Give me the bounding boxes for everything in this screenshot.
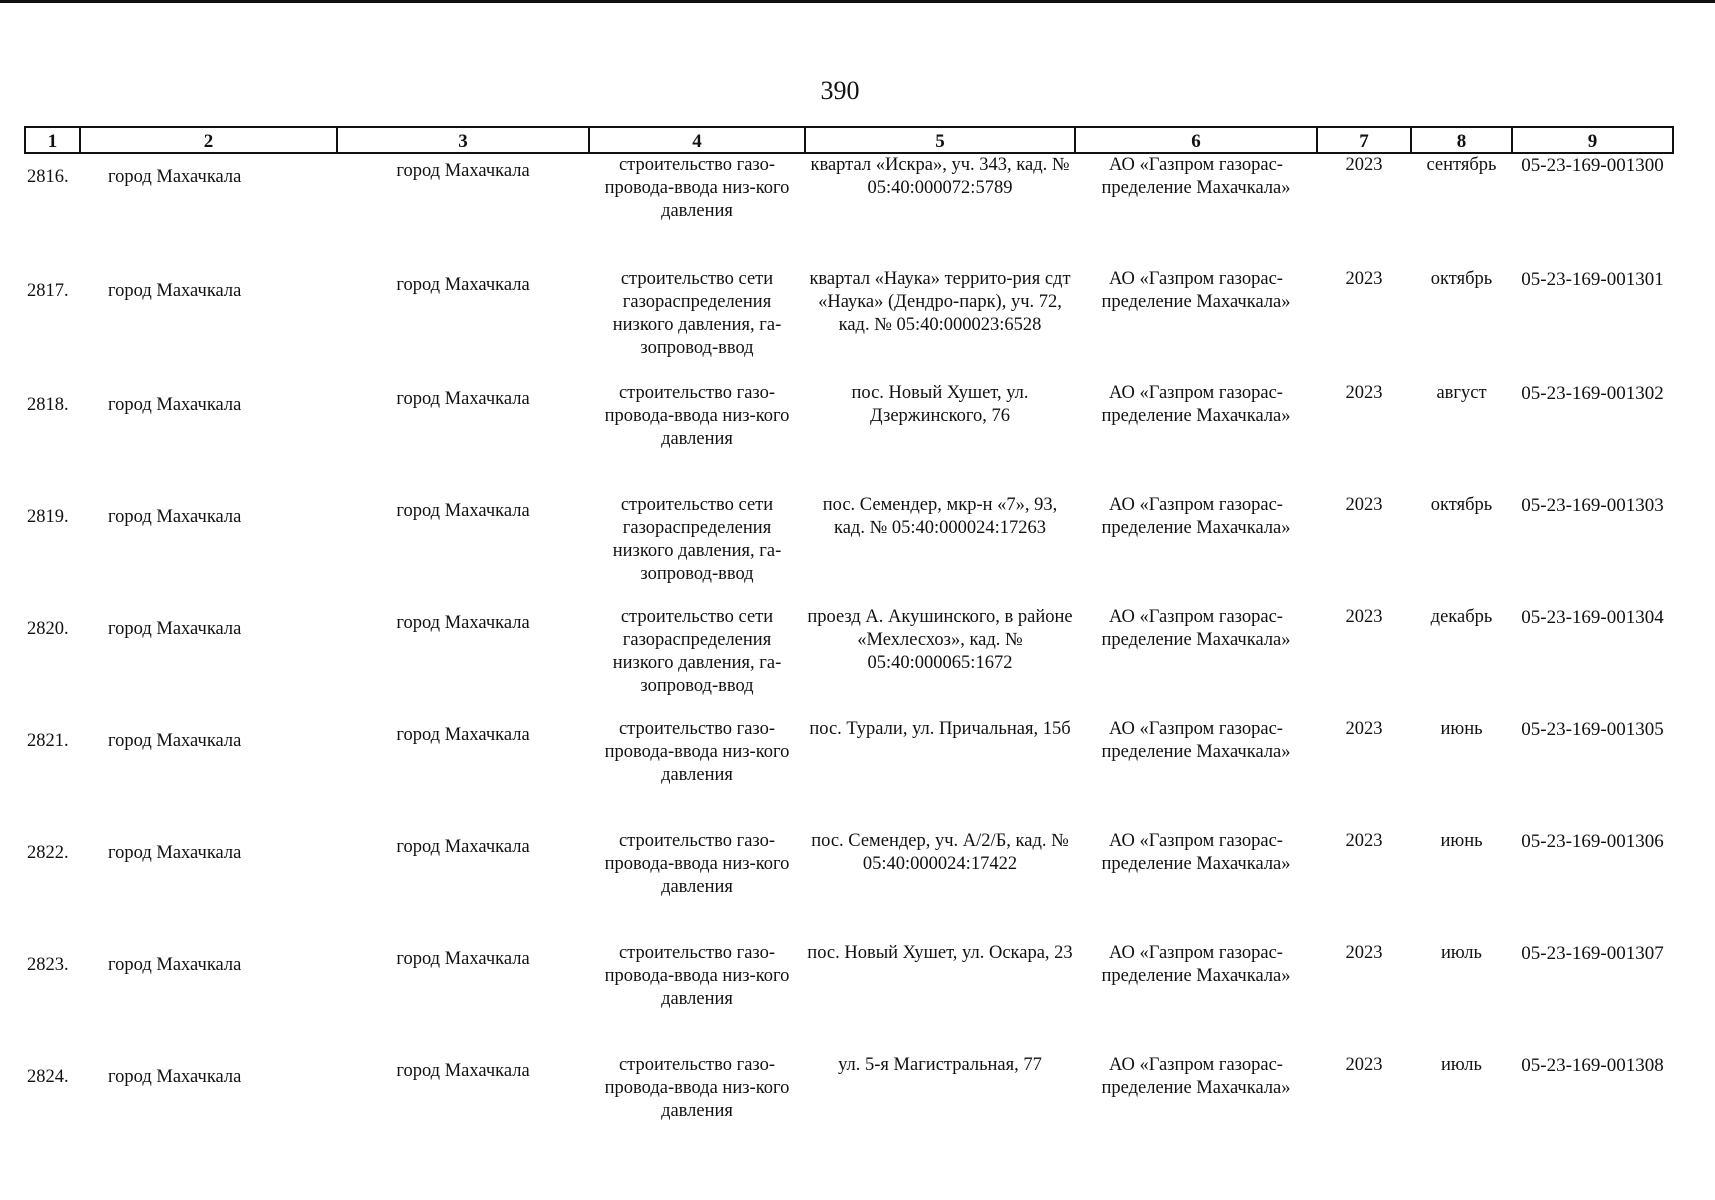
organization-cell: АО «Газпром газорас-пределение Махачкала»: [1101, 269, 1291, 312]
settlement-cell: город Махачкала: [396, 1061, 530, 1081]
column-header-3: 3: [337, 127, 589, 153]
settlement-cell: город Махачкала: [396, 161, 530, 181]
month-cell: июнь: [1440, 719, 1483, 739]
municipality-cell: город Махачкала: [108, 281, 242, 301]
municipality-cell: город Махачкала: [108, 619, 242, 639]
address-cell: пос. Новый Хушет, ул. Дзержинского, 76: [851, 383, 1029, 426]
code-cell: 05-23-169-001308: [1521, 1055, 1664, 1076]
table-row: [25, 942, 1673, 1054]
year-cell: 2023: [1345, 383, 1383, 403]
column-header-9: 9: [1512, 127, 1673, 153]
row-number: 2817.: [27, 281, 69, 301]
scan-edge: [0, 0, 1715, 3]
code-cell: 05-23-169-001302: [1521, 383, 1664, 404]
code-cell: 05-23-169-001300: [1521, 155, 1664, 176]
settlement-cell: город Махачкала: [396, 389, 530, 409]
address-cell: пос. Семендер, мкр-н «7», 93, кад. № 05:40:000024:17263: [822, 495, 1058, 538]
municipality-cell: город Махачкала: [108, 1067, 242, 1087]
year-cell: 2023: [1345, 155, 1383, 175]
month-cell: декабрь: [1430, 607, 1493, 627]
organization-cell: АО «Газпром газорас-пределение Махачкала»: [1101, 495, 1291, 538]
organization-cell: АО «Газпром газорас-пределение Махачкала»: [1101, 719, 1291, 762]
table-row: [25, 718, 1673, 830]
row-number: 2820.: [27, 619, 69, 639]
address-cell: пос. Турали, ул. Причальная, 15б: [809, 719, 1071, 739]
municipality-cell: город Махачкала: [108, 843, 242, 863]
column-header-4: 4: [589, 127, 805, 153]
year-cell: 2023: [1345, 495, 1383, 515]
row-number: 2816.: [27, 167, 69, 187]
row-number: 2823.: [27, 955, 69, 975]
settlement-cell: город Махачкала: [396, 949, 530, 969]
municipality-cell: город Махачкала: [108, 395, 242, 415]
column-header-6: 6: [1075, 127, 1317, 153]
municipality-cell: город Махачкала: [108, 955, 242, 975]
month-cell: октябрь: [1430, 495, 1493, 515]
table-body: [25, 153, 1673, 1166]
row-number: 2824.: [27, 1067, 69, 1087]
organization-cell: АО «Газпром газорас-пределение Махачкала»: [1101, 607, 1291, 650]
table-row: [25, 268, 1673, 382]
settlement-cell: город Махачкала: [396, 501, 530, 521]
work-description-cell: строительство газо-провода-ввода низ-кого давления: [604, 1055, 790, 1121]
address-cell: ул. 5-я Магистральная, 77: [838, 1055, 1042, 1075]
work-description-cell: строительство сети газораспределения низкого давления, га-зопровод-ввод: [612, 269, 782, 358]
work-description-cell: строительство газо-провода-ввода низ-кого давления: [604, 383, 790, 449]
address-cell: пос. Новый Хушет, ул. Оскара, 23: [807, 943, 1073, 963]
year-cell: 2023: [1345, 719, 1383, 739]
work-description-cell: строительство сети газораспределения низкого давления, га-зопровод-ввод: [612, 607, 782, 696]
column-header-1: 1: [25, 127, 80, 153]
register-table: [24, 126, 1674, 1166]
table-row: [25, 382, 1673, 494]
address-cell: пос. Семендер, уч. А/2/Б, кад. № 05:40:000024:17422: [811, 831, 1069, 874]
row-number: 2822.: [27, 843, 69, 863]
column-header-2: 2: [80, 127, 337, 153]
column-header-5: 5: [805, 127, 1075, 153]
code-cell: 05-23-169-001307: [1521, 943, 1664, 964]
table-row: [25, 606, 1673, 718]
table-row: [25, 153, 1673, 268]
municipality-cell: город Махачкала: [108, 507, 242, 527]
month-cell: июль: [1441, 943, 1482, 963]
table-row: [25, 830, 1673, 942]
year-cell: 2023: [1345, 269, 1383, 289]
month-cell: сентябрь: [1426, 155, 1497, 175]
address-cell: квартал «Наука» террито-рия сдт «Наука» (Дендро-парк), уч. 72, кад. № 05:40:000023:6528: [809, 269, 1071, 335]
row-number: 2819.: [27, 507, 69, 527]
work-description-cell: строительство газо-провода-ввода низ-кого давления: [604, 155, 790, 221]
row-number: 2818.: [27, 395, 69, 415]
work-description-cell: строительство сети газораспределения низкого давления, га-зопровод-ввод: [612, 495, 782, 584]
code-cell: 05-23-169-001304: [1521, 607, 1664, 628]
work-description-cell: строительство газо-провода-ввода низ-кого давления: [604, 719, 790, 785]
code-cell: 05-23-169-001306: [1521, 831, 1664, 852]
address-cell: проезд А. Акушинского, в районе «Мехлесхоз», кад. № 05:40:000065:1672: [807, 607, 1073, 673]
work-description-cell: строительство газо-провода-ввода низ-кого давления: [604, 943, 790, 1009]
organization-cell: АО «Газпром газорас-пределение Махачкала»: [1101, 943, 1291, 986]
settlement-cell: город Махачкала: [396, 837, 530, 857]
column-header-8: 8: [1411, 127, 1512, 153]
column-header-7: 7: [1317, 127, 1411, 153]
organization-cell: АО «Газпром газорас-пределение Махачкала»: [1101, 1055, 1291, 1098]
code-cell: 05-23-169-001301: [1521, 269, 1664, 290]
year-cell: 2023: [1345, 607, 1383, 627]
code-cell: 05-23-169-001305: [1521, 719, 1664, 740]
year-cell: 2023: [1345, 943, 1383, 963]
municipality-cell: город Махачкала: [108, 731, 242, 751]
municipality-cell: город Махачкала: [108, 167, 242, 187]
settlement-cell: город Махачкала: [396, 275, 530, 295]
month-cell: октябрь: [1430, 269, 1493, 289]
code-cell: 05-23-169-001303: [1521, 495, 1664, 516]
address-cell: квартал «Искра», уч. 343, кад. № 05:40:000072:5789: [810, 155, 1070, 198]
month-cell: июнь: [1440, 831, 1483, 851]
work-description-cell: строительство газо-провода-ввода низ-кого давления: [604, 831, 790, 897]
month-cell: август: [1436, 383, 1487, 403]
table-row: [25, 494, 1673, 606]
table-header: [25, 127, 1673, 153]
organization-cell: АО «Газпром газорас-пределение Махачкала»: [1101, 155, 1291, 198]
year-cell: 2023: [1345, 831, 1383, 851]
organization-cell: АО «Газпром газорас-пределение Махачкала»: [1101, 831, 1291, 874]
settlement-cell: город Махачкала: [396, 725, 530, 745]
settlement-cell: город Махачкала: [396, 613, 530, 633]
table-row: [25, 1054, 1673, 1166]
page-number: 390: [820, 76, 860, 105]
row-number: 2821.: [27, 731, 69, 751]
year-cell: 2023: [1345, 1055, 1383, 1075]
organization-cell: АО «Газпром газорас-пределение Махачкала»: [1101, 383, 1291, 426]
month-cell: июль: [1441, 1055, 1482, 1075]
